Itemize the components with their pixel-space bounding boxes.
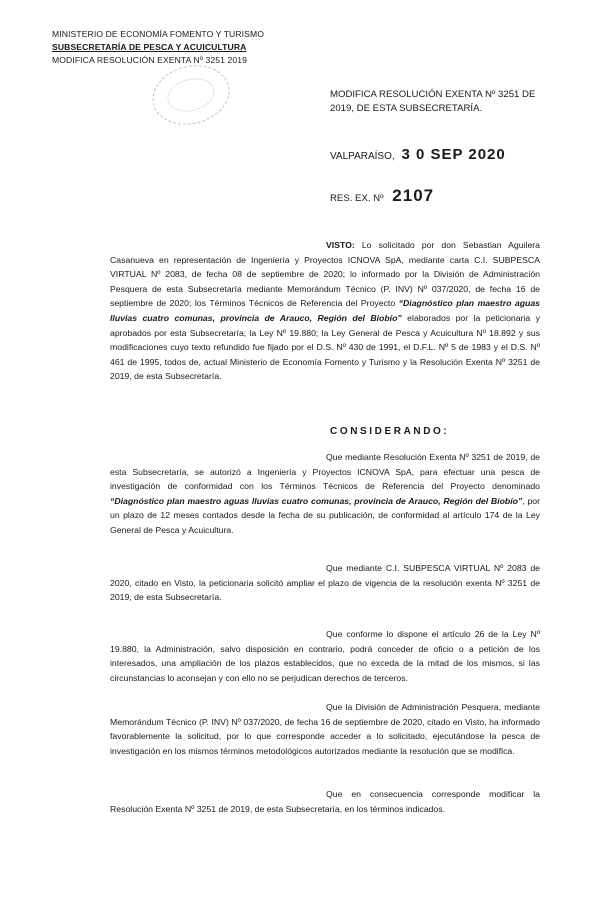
resolution-label: RES. EX. Nº bbox=[330, 193, 384, 204]
ministry-name: MINISTERIO DE ECONOMÍA FOMENTO Y TURISMO bbox=[52, 29, 265, 39]
visto-text-1: Lo solicitado por don Sebastian Aguilera Casanueva en representación de Ingeniería y Proyectos ICNOVA SpA, mediante carta C.I. SUBPESCA VIRTUAL Nº 2083, de fecha 08 de septiembre de 2020; lo informado por la División de Administración Pesquera de esta Subsecretaría mediante Memorándum Técnico (P. INV) Nº 037/2020, de fecha 16 de septiembre de 2020; los Términos Técnicos de Referencia del Proyecto bbox=[110, 240, 540, 309]
considerando-p3-text: Que conforme lo dispone el artículo 26 de la Ley Nº 19.880, la Administración, salvo disposición en contrario, podrá conceder de oficio o a petición de los interesados, una ampliación de los plazos establecidos, que no exceda de la mitad de los mismos, si las circunstancias lo aconsejan y con ello no se perjudican derechos de terceros. bbox=[110, 629, 540, 683]
considerando-paragraph-5 bbox=[110, 787, 540, 816]
considerando-heading: CONSIDERANDO: bbox=[330, 426, 450, 437]
considerando-p2-text: Que mediante C.I. SUBPESCA VIRTUAL Nº 2083 de 2020, citado en Visto, la peticionaria solicitó ampliar el plazo de vigencia de la resolución exenta Nº 3251 de 2019, de esta Subsecretaría. bbox=[110, 563, 540, 603]
visto-text-2: elaborados por la peticionaria y aprobados por esta Subsecretaría; la Ley Nº 19.880; la Ley General de Pesca y Acuicultura Nº 18.892 y sus modificaciones cuyo texto refundido fue fijado por el D.S. Nº 430 de 1991, el D.F.L. Nº 5 de 1983 y el D.S. Nº 461 de 1995, todos de, actual Ministerio de Economía Fomento y Turismo y la Resolución Exenta Nº 3251 de 2019, de esta Subsecretaría. bbox=[110, 312, 540, 382]
visto-lead: VISTO: bbox=[326, 240, 355, 250]
place: VALPARAÍSO, bbox=[330, 151, 395, 162]
place-and-date bbox=[330, 146, 506, 163]
modification-reference: MODIFICA RESOLUCIÓN EXENTA Nº 3251 2019 bbox=[52, 55, 248, 65]
office-stamp-inner bbox=[164, 74, 218, 117]
letterhead bbox=[52, 28, 264, 67]
considerando-p1-project-name: “Diagnóstico plan maestro aguas lluvias cuatro comunas, provincia de Arauco, Región del Biobío” bbox=[110, 495, 523, 506]
considerando-p5-text: Que en consecuencia corresponde modificar la Resolución Exenta Nº 3251 de 2019, de esta Subsecretaría, en los términos indicados. bbox=[110, 789, 540, 814]
subsecretaria-name: SUBSECRETARÍA DE PESCA Y ACUICULTURA bbox=[52, 42, 247, 52]
considerando-paragraph-4 bbox=[110, 700, 540, 758]
considerando-paragraph-2 bbox=[110, 561, 540, 605]
considerando-paragraph-1 bbox=[110, 450, 540, 538]
resolution-number bbox=[330, 186, 434, 206]
considerando-p1-text-1: Que mediante Resolución Exenta Nº 3251 de 2019, de esta Subsecretaría, se autorizó a Ingeniería y Proyectos ICNOVA SpA, para efectuar una pesca de investigación de conformidad con los Términos Técnicos de Referencia del Proyecto denominado bbox=[110, 452, 540, 492]
visto-paragraph bbox=[110, 238, 540, 384]
visto-project-name: “Diagnóstico plan maestro aguas lluvias cuatro comunas, provincia de Arauco, Región del Biobío” bbox=[110, 298, 540, 323]
considerando-p4-text: Que la División de Administración Pesquera, mediante Memorándum Técnico (P. INV) Nº 037/2020, de fecha 16 de septiembre de 2020, citado en Visto, ha informado favorablemente la solicitud, por lo que corresponde acceder a lo solicitado, ejecutándose la pesca de investigación en los mismos términos metodológicos autorizados mediante la resolución que se modifica. bbox=[110, 702, 540, 756]
resolution-number-value: 2107 bbox=[392, 186, 435, 205]
office-stamp bbox=[146, 57, 236, 132]
considerando-p1-text-2: , por un plazo de 12 meses contados desde la fecha de su publicación, de conformidad al artículo 174 de la Ley General de Pesca y Acuicultura. bbox=[110, 495, 540, 535]
resolution-subject: MODIFICA RESOLUCIÓN EXENTA Nº 3251 DE 2019, DE ESTA SUBSECRETARÍA. bbox=[330, 89, 536, 114]
considerando-paragraph-3 bbox=[110, 627, 540, 685]
date-stamp: 3 0 SEP 2020 bbox=[401, 146, 506, 163]
